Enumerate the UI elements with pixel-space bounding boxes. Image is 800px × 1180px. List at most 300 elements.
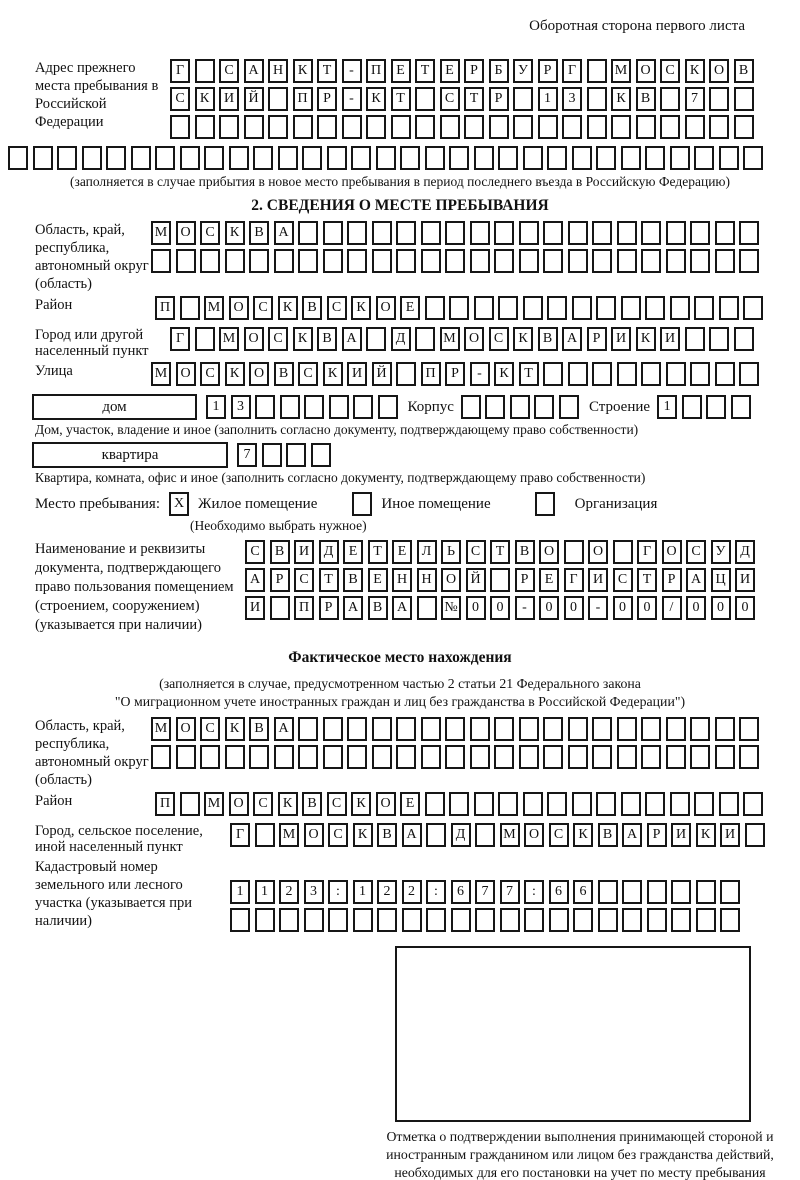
form-cell[interactable]: Н [417,568,437,592]
document-row-1[interactable] [245,540,755,564]
form-cell[interactable] [474,296,494,320]
form-cell[interactable]: 1 [538,87,558,111]
form-cell[interactable] [33,146,53,170]
form-cell[interactable]: О [229,296,249,320]
form-cell[interactable]: № [441,596,461,620]
form-cell[interactable]: Т [464,87,484,111]
form-cell[interactable] [543,362,563,386]
form-cell[interactable]: 0 [466,596,486,620]
form-cell[interactable]: А [342,327,362,351]
form-cell[interactable] [694,792,714,816]
form-cell[interactable] [524,908,544,932]
form-cell[interactable]: А [392,596,412,620]
form-cell[interactable] [572,792,592,816]
form-cell[interactable]: : [328,880,348,904]
form-cell[interactable] [317,115,337,139]
form-cell[interactable] [274,249,294,273]
form-cell[interactable]: Н [268,59,288,83]
form-cell[interactable] [543,249,563,273]
form-cell[interactable]: С [219,59,239,83]
form-cell[interactable] [470,717,490,741]
form-cell[interactable] [568,221,588,245]
actual-city-row[interactable] [230,823,765,847]
form-cell[interactable]: Р [489,87,509,111]
form-cell[interactable] [372,221,392,245]
form-cell[interactable]: Е [400,792,420,816]
form-cell[interactable] [739,221,759,245]
form-cell[interactable] [587,59,607,83]
form-cell[interactable]: И [660,327,680,351]
form-cell[interactable]: 6 [451,880,471,904]
form-cell[interactable]: У [513,59,533,83]
form-cell[interactable] [278,146,298,170]
form-cell[interactable] [151,745,171,769]
form-cell[interactable] [200,745,220,769]
form-cell[interactable]: О [441,568,461,592]
form-cell[interactable]: К [323,362,343,386]
form-cell[interactable]: Т [415,59,435,83]
form-cell[interactable] [396,362,416,386]
form-cell[interactable] [461,395,481,419]
form-cell[interactable] [485,395,505,419]
form-cell[interactable] [180,296,200,320]
form-cell[interactable]: О [176,221,196,245]
form-cell[interactable] [617,362,637,386]
form-cell[interactable] [293,115,313,139]
korpus-cells[interactable] [461,395,579,419]
form-cell[interactable] [195,59,215,83]
form-cell[interactable] [298,745,318,769]
form-cell[interactable] [523,792,543,816]
form-cell[interactable] [366,327,386,351]
form-cell[interactable] [255,823,275,847]
form-cell[interactable]: С [170,87,190,111]
form-cell[interactable]: И [735,568,755,592]
form-cell[interactable] [734,327,754,351]
form-cell[interactable] [244,115,264,139]
form-cell[interactable] [685,115,705,139]
form-cell[interactable]: В [598,823,618,847]
form-cell[interactable] [351,146,371,170]
form-cell[interactable] [302,146,322,170]
form-cell[interactable]: С [268,327,288,351]
cadastre-row-2[interactable] [230,908,740,932]
form-cell[interactable]: М [204,792,224,816]
form-cell[interactable]: П [294,596,314,620]
district-row[interactable] [155,296,763,320]
form-cell[interactable] [475,823,495,847]
form-cell[interactable] [739,249,759,273]
form-cell[interactable]: К [351,792,371,816]
form-cell[interactable] [613,540,633,564]
form-cell[interactable] [641,717,661,741]
form-cell[interactable]: 2 [402,880,422,904]
form-cell[interactable] [573,908,593,932]
form-cell[interactable]: О [709,59,729,83]
form-cell[interactable]: 1 [657,395,677,419]
form-cell[interactable] [378,395,398,419]
form-cell[interactable] [262,443,282,467]
form-cell[interactable]: С [489,327,509,351]
form-cell[interactable] [641,221,661,245]
form-cell[interactable] [622,908,642,932]
prev-address-row-1[interactable] [170,59,754,83]
form-cell[interactable] [715,221,735,245]
form-cell[interactable] [396,249,416,273]
form-cell[interactable] [690,745,710,769]
form-cell[interactable]: Г [564,568,584,592]
form-cell[interactable] [204,146,224,170]
form-cell[interactable] [498,146,518,170]
form-cell[interactable] [500,908,520,932]
form-cell[interactable]: О [524,823,544,847]
form-cell[interactable] [715,362,735,386]
form-cell[interactable] [421,221,441,245]
form-cell[interactable] [621,146,641,170]
form-cell[interactable]: М [500,823,520,847]
form-cell[interactable] [645,146,665,170]
form-cell[interactable] [415,115,435,139]
form-cell[interactable]: Й [244,87,264,111]
form-cell[interactable] [323,717,343,741]
form-cell[interactable] [498,296,518,320]
form-cell[interactable]: 0 [735,596,755,620]
form-cell[interactable]: 1 [353,880,373,904]
form-cell[interactable]: : [426,880,446,904]
form-cell[interactable] [666,221,686,245]
form-cell[interactable] [645,296,665,320]
form-cell[interactable]: 0 [539,596,559,620]
form-cell[interactable]: К [278,296,298,320]
form-cell[interactable]: С [200,362,220,386]
form-cell[interactable] [647,880,667,904]
region-row-2[interactable] [151,249,759,273]
form-cell[interactable]: К [195,87,215,111]
form-cell[interactable]: 0 [564,596,584,620]
form-cell[interactable] [666,745,686,769]
form-cell[interactable] [734,87,754,111]
form-cell[interactable]: К [225,717,245,741]
form-cell[interactable]: А [343,596,363,620]
form-cell[interactable]: А [402,823,422,847]
form-cell[interactable] [470,221,490,245]
form-cell[interactable]: 7 [500,880,520,904]
form-cell[interactable] [743,146,763,170]
document-row-2[interactable] [245,568,755,592]
form-cell[interactable]: У [711,540,731,564]
form-cell[interactable]: Р [587,327,607,351]
form-cell[interactable]: Р [319,596,339,620]
form-cell[interactable] [376,146,396,170]
form-cell[interactable]: М [440,327,460,351]
city-row[interactable] [170,327,754,351]
form-cell[interactable] [470,745,490,769]
form-cell[interactable] [180,146,200,170]
form-cell[interactable] [617,745,637,769]
form-cell[interactable]: К [494,362,514,386]
form-cell[interactable]: 1 [230,880,250,904]
form-cell[interactable]: О [636,59,656,83]
form-cell[interactable] [106,146,126,170]
form-cell[interactable]: А [686,568,706,592]
form-cell[interactable] [690,717,710,741]
form-cell[interactable]: К [573,823,593,847]
form-cell[interactable] [353,908,373,932]
form-cell[interactable] [255,908,275,932]
form-cell[interactable] [449,146,469,170]
form-cell[interactable] [596,296,616,320]
form-cell[interactable] [694,146,714,170]
form-cell[interactable] [621,296,641,320]
form-cell[interactable]: О [588,540,608,564]
form-cell[interactable] [426,823,446,847]
form-cell[interactable] [513,87,533,111]
form-cell[interactable] [715,717,735,741]
form-cell[interactable] [195,327,215,351]
form-cell[interactable] [402,908,422,932]
form-cell[interactable]: Р [317,87,337,111]
form-cell[interactable]: Т [319,568,339,592]
form-cell[interactable]: / [662,596,682,620]
form-cell[interactable] [694,296,714,320]
form-cell[interactable] [400,146,420,170]
form-cell[interactable]: 0 [637,596,657,620]
form-cell[interactable]: К [353,823,373,847]
form-cell[interactable] [670,296,690,320]
form-cell[interactable]: К [366,87,386,111]
form-cell[interactable] [622,880,642,904]
form-cell[interactable]: С [253,296,273,320]
form-cell[interactable] [195,115,215,139]
form-cell[interactable] [562,115,582,139]
form-cell[interactable] [739,745,759,769]
form-cell[interactable] [298,717,318,741]
form-cell[interactable] [519,717,539,741]
form-cell[interactable] [587,115,607,139]
form-cell[interactable]: Р [538,59,558,83]
form-cell[interactable] [549,908,569,932]
form-cell[interactable]: Й [372,362,392,386]
form-cell[interactable]: С [328,823,348,847]
form-cell[interactable] [547,792,567,816]
form-cell[interactable] [568,745,588,769]
form-cell[interactable] [8,146,28,170]
form-cell[interactable]: С [466,540,486,564]
apartment-number-cells[interactable] [237,443,331,467]
form-cell[interactable] [253,146,273,170]
form-cell[interactable] [219,115,239,139]
form-cell[interactable]: Е [392,540,412,564]
form-cell[interactable]: Г [170,59,190,83]
form-cell[interactable] [200,249,220,273]
form-cell[interactable]: С [613,568,633,592]
form-cell[interactable]: 1 [255,880,275,904]
form-cell[interactable]: 0 [686,596,706,620]
apartment-type-box[interactable]: квартира [32,442,228,468]
document-row-3[interactable] [245,596,755,620]
form-cell[interactable] [396,745,416,769]
form-cell[interactable] [617,717,637,741]
form-cell[interactable]: В [515,540,535,564]
form-cell[interactable]: Е [440,59,460,83]
form-cell[interactable]: Т [391,87,411,111]
form-cell[interactable]: М [279,823,299,847]
form-cell[interactable]: Г [637,540,657,564]
form-cell[interactable] [617,249,637,273]
form-cell[interactable] [490,568,510,592]
form-cell[interactable] [596,792,616,816]
form-cell[interactable] [298,221,318,245]
form-cell[interactable]: Т [490,540,510,564]
form-cell[interactable]: С [327,792,347,816]
form-cell[interactable] [670,792,690,816]
form-cell[interactable] [421,249,441,273]
form-cell[interactable] [568,362,588,386]
form-cell[interactable] [709,115,729,139]
form-cell[interactable]: И [611,327,631,351]
form-cell[interactable]: Д [735,540,755,564]
form-cell[interactable] [519,745,539,769]
form-cell[interactable] [249,745,269,769]
form-cell[interactable]: - [470,362,490,386]
form-cell[interactable]: О [376,296,396,320]
form-cell[interactable] [538,115,558,139]
form-cell[interactable] [690,221,710,245]
form-cell[interactable]: К [278,792,298,816]
form-cell[interactable] [323,221,343,245]
form-cell[interactable]: 0 [490,596,510,620]
form-cell[interactable] [396,221,416,245]
form-cell[interactable] [225,745,245,769]
form-cell[interactable]: - [342,59,362,83]
form-cell[interactable] [572,146,592,170]
form-cell[interactable]: В [270,540,290,564]
form-cell[interactable] [304,395,324,419]
street-row[interactable] [151,362,759,386]
form-cell[interactable] [641,745,661,769]
form-cell[interactable]: В [249,221,269,245]
form-cell[interactable] [425,296,445,320]
form-cell[interactable] [426,908,446,932]
actual-region-row-1[interactable] [151,717,759,741]
form-cell[interactable]: В [302,792,322,816]
form-cell[interactable]: Н [392,568,412,592]
form-cell[interactable]: О [176,717,196,741]
form-cell[interactable]: К [225,362,245,386]
prev-address-row-2[interactable] [170,87,754,111]
form-cell[interactable]: В [343,568,363,592]
form-cell[interactable] [249,249,269,273]
form-cell[interactable]: Р [647,823,667,847]
form-cell[interactable]: - [342,87,362,111]
form-cell[interactable] [494,745,514,769]
form-cell[interactable]: Т [637,568,657,592]
form-cell[interactable]: О [229,792,249,816]
form-cell[interactable] [568,249,588,273]
form-cell[interactable]: М [151,717,171,741]
form-cell[interactable]: Ц [711,568,731,592]
prev-address-row-3[interactable] [170,115,754,139]
form-cell[interactable] [372,249,392,273]
form-cell[interactable]: Р [445,362,465,386]
form-cell[interactable] [229,146,249,170]
form-cell[interactable] [745,823,765,847]
form-cell[interactable] [696,908,716,932]
form-cell[interactable] [151,249,171,273]
form-cell[interactable]: С [200,717,220,741]
form-cell[interactable] [377,908,397,932]
form-cell[interactable] [489,115,509,139]
form-cell[interactable] [286,443,306,467]
form-cell[interactable]: Т [368,540,388,564]
form-cell[interactable] [323,745,343,769]
form-cell[interactable]: А [274,717,294,741]
form-cell[interactable] [709,87,729,111]
form-cell[interactable] [170,115,190,139]
form-cell[interactable] [445,249,465,273]
form-cell[interactable] [57,146,77,170]
form-cell[interactable]: М [204,296,224,320]
form-cell[interactable]: С [294,568,314,592]
form-cell[interactable]: 2 [377,880,397,904]
form-cell[interactable] [268,87,288,111]
form-cell[interactable]: П [366,59,386,83]
form-cell[interactable] [449,296,469,320]
form-cell[interactable]: М [611,59,631,83]
form-cell[interactable] [709,327,729,351]
form-cell[interactable] [641,249,661,273]
house-type-box[interactable]: дом [32,394,197,420]
form-cell[interactable] [311,443,331,467]
form-cell[interactable]: 3 [304,880,324,904]
form-cell[interactable] [534,395,554,419]
form-cell[interactable]: Д [319,540,339,564]
form-cell[interactable] [519,221,539,245]
form-cell[interactable]: П [421,362,441,386]
form-cell[interactable] [715,249,735,273]
form-cell[interactable] [230,908,250,932]
form-cell[interactable]: О [176,362,196,386]
form-cell[interactable] [547,146,567,170]
form-cell[interactable] [304,908,324,932]
form-cell[interactable] [666,249,686,273]
form-cell[interactable]: К [225,221,245,245]
form-cell[interactable] [572,296,592,320]
form-cell[interactable] [366,115,386,139]
form-cell[interactable] [598,880,618,904]
form-cell[interactable]: Б [489,59,509,83]
form-cell[interactable] [391,115,411,139]
form-cell[interactable]: Й [466,568,486,592]
form-cell[interactable] [510,395,530,419]
form-cell[interactable]: 3 [231,395,251,419]
form-cell[interactable]: К [293,327,313,351]
form-cell[interactable]: С [327,296,347,320]
form-cell[interactable] [611,115,631,139]
form-cell[interactable] [268,115,288,139]
form-cell[interactable]: Г [562,59,582,83]
form-cell[interactable] [347,717,367,741]
form-cell[interactable] [440,115,460,139]
form-cell[interactable]: О [249,362,269,386]
form-cell[interactable] [743,792,763,816]
form-cell[interactable] [720,908,740,932]
form-cell[interactable]: 7 [475,880,495,904]
form-cell[interactable]: С [253,792,273,816]
form-cell[interactable] [636,115,656,139]
form-cell[interactable] [734,115,754,139]
form-cell[interactable] [671,880,691,904]
